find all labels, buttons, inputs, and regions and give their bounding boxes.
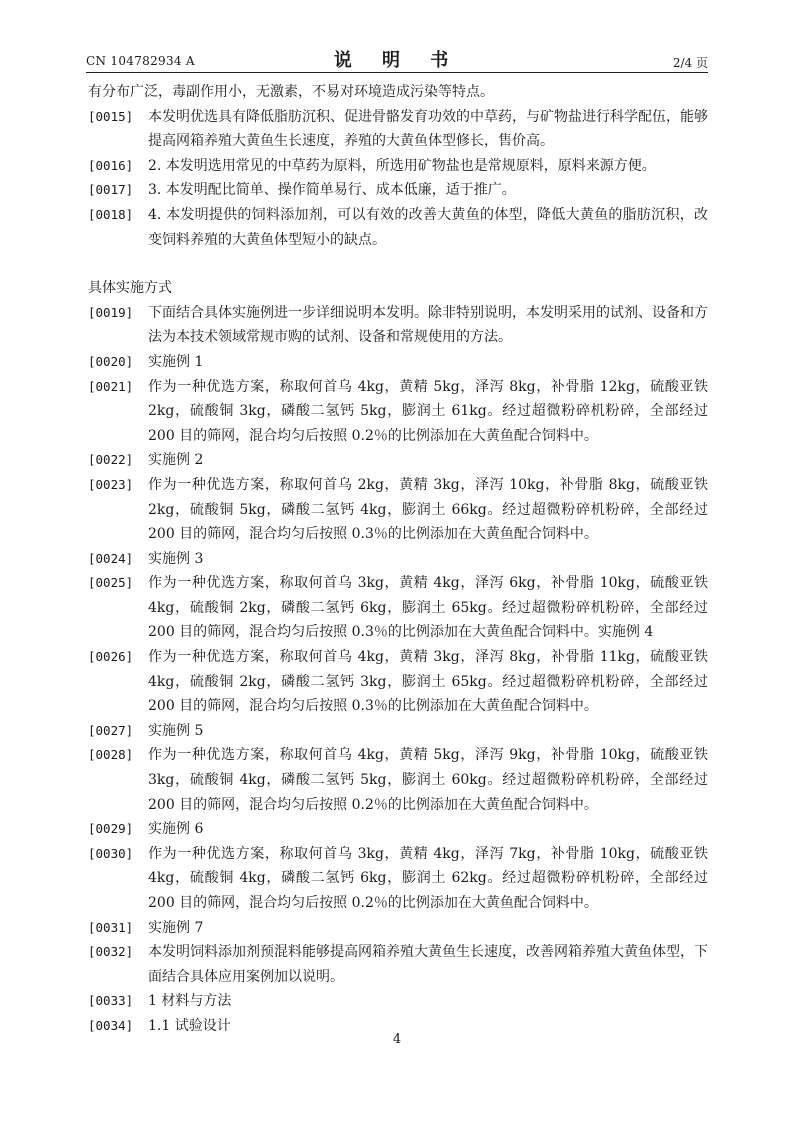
paragraph — [88, 842, 708, 916]
paragraph — [88, 203, 708, 252]
paragraph-number: [0018] — [88, 206, 134, 222]
paragraph-text: 本发明优选具有降低脂肪沉积、促进骨骼发育功效的中草药，与矿物盐进行科学配伍，能够提高网箱养殖大黄鱼生长速度，养殖的大黄鱼体型修长，售价高。 — [148, 108, 708, 150]
paragraph-number: [0029] — [88, 821, 134, 837]
paragraph-number: [0024] — [88, 550, 134, 566]
paragraph-number: [0031] — [88, 919, 134, 935]
paragraph-text: 实施例 6 — [148, 821, 204, 838]
paragraph-number: [0028] — [88, 747, 134, 763]
paragraph-text: 实施例 1 — [148, 353, 204, 370]
paragraph-number: [0015] — [88, 108, 134, 124]
paragraph — [88, 178, 708, 203]
paragraph — [88, 375, 708, 449]
paragraph — [88, 350, 708, 375]
paragraph-number: [0016] — [88, 157, 134, 173]
paragraph-text: 作为一种优选方案，称取何首乌 3kg，黄精 4kg，泽泻 7kg，补骨脂 10kg，硫酸亚铁 4kg，硫酸铜 4kg，磷酸二氢钙 6kg，膨润土 62kg。经过超微粉碎机粉碎，全部经过 200 目的筛网，混合均匀后按照 0.2％的比例添加在大黄鱼配合饲料中。 — [148, 845, 708, 911]
paragraph — [88, 301, 708, 350]
paragraph — [88, 571, 708, 645]
paragraph-text: 2. 本发明选用常见的中草药为原料，所选用矿物盐也是常规原料，原料来源方便。 — [148, 157, 656, 174]
paragraph-number: [0026] — [88, 649, 134, 665]
header-rule — [86, 72, 708, 73]
page-indicator: 2/4 页 — [672, 56, 708, 70]
paragraph-text: 作为一种优选方案，称取何首乌 4kg，黄精 5kg，泽泻 9kg，补骨脂 10kg，硫酸亚铁 3kg，硫酸铜 4kg，磷酸二氢钙 5kg，膨润土 60kg。经过超微粉碎机粉碎，全部经过 200 目的筛网，混合均匀后按照 0.2％的比例添加在大黄鱼配合饲料中。 — [148, 747, 708, 813]
paragraph — [88, 105, 708, 154]
paragraph — [88, 719, 708, 744]
paragraph-number: [0020] — [88, 353, 134, 369]
page-number: 4 — [392, 1032, 402, 1047]
section-heading: 具体实施方式 — [88, 280, 172, 297]
document-number: CN 104782934 A — [86, 54, 195, 68]
paragraph-number: [0033] — [88, 993, 134, 1009]
paragraph — [88, 645, 708, 719]
paragraph — [88, 473, 708, 547]
paragraph — [88, 916, 708, 941]
paragraph-text: 1.1 试验设计 — [148, 1017, 231, 1034]
paragraph — [88, 154, 708, 179]
paragraph — [88, 940, 708, 989]
paragraph-text: 实施例 3 — [148, 550, 204, 567]
paragraph-text: 4. 本发明提供的饲料添加剂，可以有效的改善大黄鱼的体型，降低大黄鱼的脂肪沉积，改变饲料养殖的大黄鱼体型短小的缺点。 — [148, 206, 708, 248]
paragraph-number: [0017] — [88, 182, 134, 198]
paragraph-number: [0032] — [88, 944, 134, 960]
paragraph-number: [0034] — [88, 1017, 134, 1033]
paragraph-number: [0027] — [88, 722, 134, 738]
document-body — [88, 80, 708, 1039]
paragraph-number: [0022] — [88, 452, 134, 468]
paragraph-group-advantages — [88, 105, 708, 253]
paragraph-text: 3. 本发明配比简单、操作简单易行、成本低廉，适于推广。 — [148, 182, 516, 199]
paragraph-text: 作为一种优选方案，称取何首乌 3kg，黄精 4kg，泽泻 6kg，补骨脂 10kg，硫酸亚铁 4kg，硫酸铜 2kg，磷酸二氢钙 6kg，膨润土 65kg。经过超微粉碎机粉碎，全部经过 200 目的筛网，混合均匀后按照 0.3％的比例添加在大黄鱼配合饲料中。实施例 4 — [148, 575, 708, 641]
paragraph-text: 实施例 7 — [148, 919, 204, 936]
paragraph-text: 作为一种优选方案，称取何首乌 4kg，黄精 3kg，泽泻 8kg，补骨脂 11kg，硫酸亚铁 4kg，硫酸铜 2kg，磷酸二氢钙 3kg，膨润土 65kg。经过超微粉碎机粉碎，全部经过 200 目的筛网，混合均匀后按照 0.3％的比例添加在大黄鱼配合饲料中。 — [148, 649, 708, 715]
paragraph-group-embodiments — [88, 301, 708, 1039]
paragraph-text: 作为一种优选方案，称取何首乌 2kg，黄精 3kg，泽泻 10kg，补骨脂 8kg，硫酸亚铁 2kg，硫酸铜 5kg，磷酸二氢钙 4kg，膨润土 66kg。经过超微粉碎机粉碎，全部经过 200 目的筛网，混合均匀后按照 0.3％的比例添加在大黄鱼配合饲料中。 — [148, 476, 708, 543]
paragraph-number: [0019] — [88, 304, 134, 320]
paragraph — [88, 547, 708, 572]
paragraph-text: 作为一种优选方案，称取何首乌 4kg，黄精 5kg，泽泻 8kg，补骨脂 12kg，硫酸亚铁 2kg，硫酸铜 3kg，磷酸二氢钙 5kg，膨润土 61kg。经过超微粉碎机粉碎，全部经过 200 目的筛网，混合均匀后按照 0.2％的比例添加在大黄鱼配合饲料中。 — [148, 378, 708, 444]
paragraph-number: [0023] — [88, 476, 134, 492]
paragraph-text: 实施例 5 — [148, 722, 204, 739]
continuation-text: 有分布广泛，毒副作用小，无激素，不易对环境造成污染等特点。 — [88, 84, 494, 100]
paragraph-text: 实施例 2 — [148, 452, 204, 469]
paragraph-number: [0025] — [88, 575, 134, 591]
paragraph-text: 下面结合具体实施例进一步详细说明本发明。除非特别说明，本发明采用的试剂、设备和方法为本技术领域常规市购的试剂、设备和常规使用的方法。 — [148, 304, 708, 346]
paragraph — [88, 817, 708, 842]
paragraph-number: [0030] — [88, 845, 134, 861]
document-title: 说 明 书 — [333, 50, 461, 71]
paragraph — [88, 989, 708, 1014]
paragraph-number: [0021] — [88, 378, 134, 394]
paragraph — [88, 448, 708, 473]
paragraph-text: 本发明饲料添加剂预混料能够提高网箱养殖大黄鱼生长速度，改善网箱养殖大黄鱼体型，下面结合具体应用案例加以说明。 — [148, 944, 708, 985]
paragraph — [88, 743, 708, 817]
page-header — [86, 46, 708, 72]
paragraph-text: 1 材料与方法 — [148, 993, 232, 1010]
